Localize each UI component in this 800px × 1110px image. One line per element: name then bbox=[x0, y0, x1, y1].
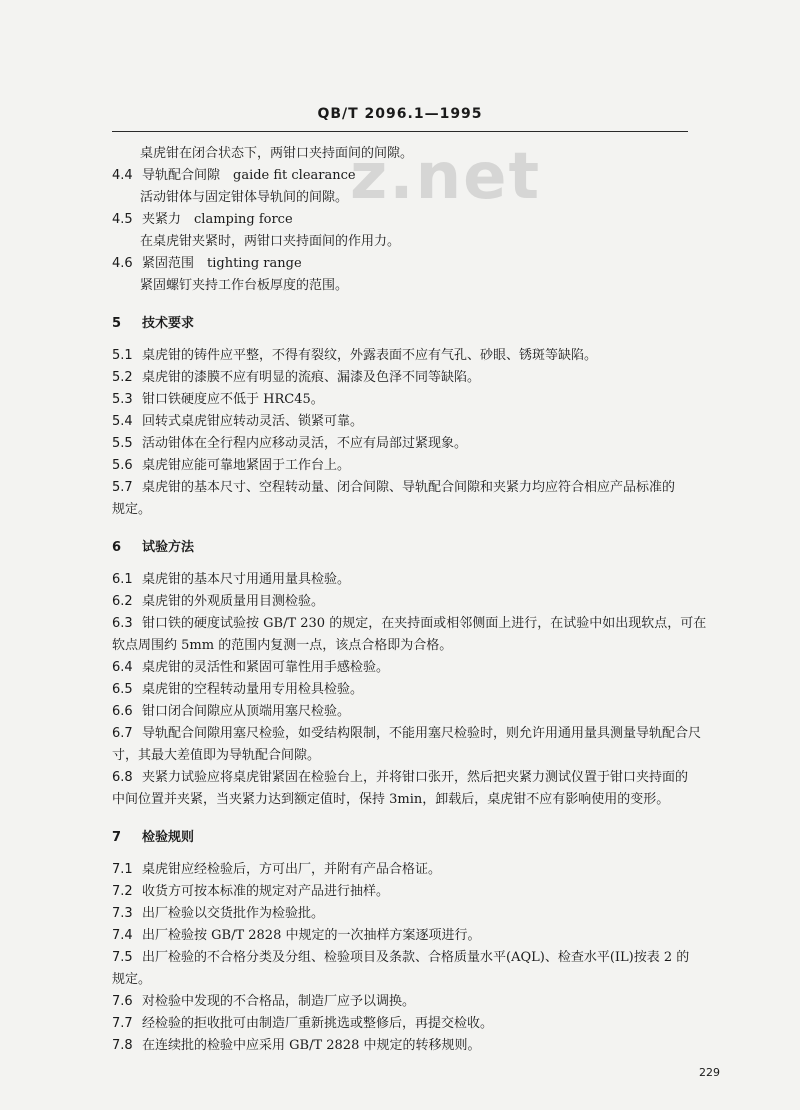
clause-text: 钳口铁的硬度试验按 GB/T 230 的规定，在夹持面或相邻侧面上进行，在试验中如出现软点，可在 bbox=[142, 616, 707, 631]
clause-text: 出厂检验以交货批作为检验批。 bbox=[142, 906, 325, 921]
clause-number: 6.2 bbox=[112, 594, 133, 609]
clause-number: 5.2 bbox=[112, 370, 133, 385]
clause-number: 6.5 bbox=[112, 682, 133, 697]
clause-item bbox=[112, 367, 742, 389]
page-number: 229 bbox=[699, 1066, 720, 1079]
clause-text: 桌虎钳的基本尺寸用通用量具检验。 bbox=[142, 572, 351, 587]
clause-text: 桌虎钳的铸件应平整，不得有裂纹，外露表面不应有气孔、砂眼、锈斑等缺陷。 bbox=[142, 348, 598, 363]
clause-text: 收货方可按本标准的规定对产品进行抽样。 bbox=[142, 884, 390, 899]
clause-item bbox=[112, 767, 742, 789]
clause-item bbox=[112, 613, 742, 635]
section-heading-6 bbox=[112, 537, 742, 559]
section-number: 5 bbox=[112, 316, 122, 331]
clause-number: 5.3 bbox=[112, 392, 133, 407]
clause-item bbox=[112, 657, 742, 679]
clause-item bbox=[112, 701, 742, 723]
header-rule bbox=[112, 131, 688, 132]
clause-continuation: 寸，其最大差值即为导轨配合间隙。 bbox=[112, 748, 321, 763]
clause-number: 6.1 bbox=[112, 572, 133, 587]
section-title: 技术要求 bbox=[142, 316, 195, 331]
clause-number: 6.3 bbox=[112, 616, 133, 631]
clause-text: 桌虎钳的外观质量用目测检验。 bbox=[142, 594, 325, 609]
clause-number: 7.3 bbox=[112, 906, 133, 921]
clause-item bbox=[112, 991, 742, 1013]
clause-item bbox=[112, 345, 742, 367]
section-number: 6 bbox=[112, 540, 122, 555]
clause-continuation: 软点周围约 5mm 的范围内复测一点，该点合格即为合格。 bbox=[112, 638, 453, 653]
clause-text: 桌虎钳的漆膜不应有明显的流痕、漏漆及色泽不同等缺陷。 bbox=[142, 370, 481, 385]
section-heading-7 bbox=[112, 827, 742, 849]
section5-items bbox=[112, 345, 742, 521]
definition: 在桌虎钳夹紧时，两钳口夹持面间的作用力。 bbox=[140, 234, 401, 249]
clause-text: 桌虎钳的空程转动量用专用检具检验。 bbox=[142, 682, 364, 697]
clause-number: 4.6 bbox=[112, 256, 133, 271]
clause-number: 7.5 bbox=[112, 950, 133, 965]
clause-item bbox=[112, 389, 742, 411]
term: 紧固范围 tighting range bbox=[142, 256, 302, 271]
clause-continuation: 规定。 bbox=[112, 972, 152, 987]
clause-item bbox=[112, 591, 742, 613]
section-title: 检验规则 bbox=[142, 830, 195, 845]
term: 导轨配合间隙 gaide fit clearance bbox=[142, 168, 356, 183]
clause-number: 4.5 bbox=[112, 212, 133, 227]
section6-items bbox=[112, 569, 742, 811]
clause-item bbox=[112, 1035, 742, 1057]
section-number: 7 bbox=[112, 830, 122, 845]
clause-number: 6.7 bbox=[112, 726, 133, 741]
clause-item bbox=[112, 679, 742, 701]
clause-item bbox=[112, 411, 742, 433]
clause-item bbox=[112, 947, 742, 969]
clause-number: 7.2 bbox=[112, 884, 133, 899]
clause-text: 出厂检验按 GB/T 2828 中规定的一次抽样方案逐项进行。 bbox=[142, 928, 481, 943]
clause-text: 出厂检验的不合格分类及分组、检验项目及条款、合格质量水平(AQL)、检查水平(IL)按表 2 的 bbox=[142, 950, 690, 965]
clause-text: 桌虎钳应能可靠地紧固于工作台上。 bbox=[142, 458, 351, 473]
clause-continuation: 规定。 bbox=[112, 502, 152, 517]
clause-number: 6.6 bbox=[112, 704, 133, 719]
clause-item bbox=[112, 1013, 742, 1035]
clause-text: 钳口铁硬度应不低于 HRC45。 bbox=[142, 392, 324, 407]
section-title: 试验方法 bbox=[142, 540, 195, 555]
body-content bbox=[112, 143, 742, 1057]
clause-number: 7.6 bbox=[112, 994, 133, 1009]
clause-number: 7.4 bbox=[112, 928, 133, 943]
clause-number: 7.7 bbox=[112, 1016, 133, 1031]
clause-item bbox=[112, 477, 742, 499]
clause-text: 夹紧力试验应将桌虎钳紧固在检验台上，并将钳口张开，然后把夹紧力测试仪置于钳口夹持面的 bbox=[142, 770, 689, 785]
section4-continuation: 桌虎钳在闭合状态下，两钳口夹持面间的间隙。 bbox=[140, 146, 414, 161]
clause-text: 桌虎钳的基本尺寸、空程转动量、闭合间隙、导轨配合间隙和夹紧力均应符合相应产品标准的 bbox=[142, 480, 676, 495]
clause-item bbox=[112, 881, 742, 903]
clause-number: 5.7 bbox=[112, 480, 133, 495]
clause-text: 经检验的拒收批可由制造厂重新挑选或整修后，再提交检收。 bbox=[142, 1016, 494, 1031]
clause-text: 桌虎钳应经检验后，方可出厂，并附有产品合格证。 bbox=[142, 862, 442, 877]
section-heading-5 bbox=[112, 313, 742, 335]
clause-number: 7.8 bbox=[112, 1038, 133, 1053]
watermark: z.net bbox=[350, 140, 542, 214]
clause-number: 5.4 bbox=[112, 414, 133, 429]
standard-number-header: QB/T 2096.1—1995 bbox=[317, 106, 483, 122]
clause-number: 6.8 bbox=[112, 770, 133, 785]
section7-items bbox=[112, 859, 742, 1057]
clause-item bbox=[112, 569, 742, 591]
clause-item bbox=[112, 859, 742, 881]
clause-continuation: 中间位置并夹紧，当夹紧力达到额定值时，保持 3min，卸载后，桌虎钳不应有影响使用的变形。 bbox=[112, 792, 670, 807]
definition: 活动钳体与固定钳体导轨间的间隙。 bbox=[140, 190, 349, 205]
clause-number: 7.1 bbox=[112, 862, 133, 877]
clause-item bbox=[112, 723, 742, 745]
clause-text: 桌虎钳的灵活性和紧固可靠性用手感检验。 bbox=[142, 660, 390, 675]
clause-text: 回转式桌虎钳应转动灵活、锁紧可靠。 bbox=[142, 414, 364, 429]
clause-text: 在连续批的检验中应采用 GB/T 2828 中规定的转移规则。 bbox=[142, 1038, 481, 1053]
clause-number: 4.4 bbox=[112, 168, 133, 183]
term: 夹紧力 clamping force bbox=[142, 212, 293, 227]
clause-item bbox=[112, 925, 742, 947]
clause-item bbox=[112, 903, 742, 925]
definition: 紧固螺钉夹持工作台板厚度的范围。 bbox=[140, 278, 349, 293]
clause-text: 对检验中发现的不合格品，制造厂应予以调换。 bbox=[142, 994, 416, 1009]
clause-number: 6.4 bbox=[112, 660, 133, 675]
clause-text: 活动钳体在全行程内应移动灵活，不应有局部过紧现象。 bbox=[142, 436, 468, 451]
clause-number: 5.5 bbox=[112, 436, 133, 451]
clause-number: 5.6 bbox=[112, 458, 133, 473]
clause-text: 钳口闭合间隙应从顶端用塞尺检验。 bbox=[142, 704, 351, 719]
clause-4-4 bbox=[112, 165, 742, 187]
clause-item bbox=[112, 455, 742, 477]
clause-item bbox=[112, 433, 742, 455]
clause-4-5 bbox=[112, 209, 742, 231]
clause-text: 导轨配合间隙用塞尺检验，如受结构限制，不能用塞尺检验时，则允许用通用量具测量导轨配合尺 bbox=[142, 726, 702, 741]
clause-number: 5.1 bbox=[112, 348, 133, 363]
clause-4-6 bbox=[112, 253, 742, 275]
